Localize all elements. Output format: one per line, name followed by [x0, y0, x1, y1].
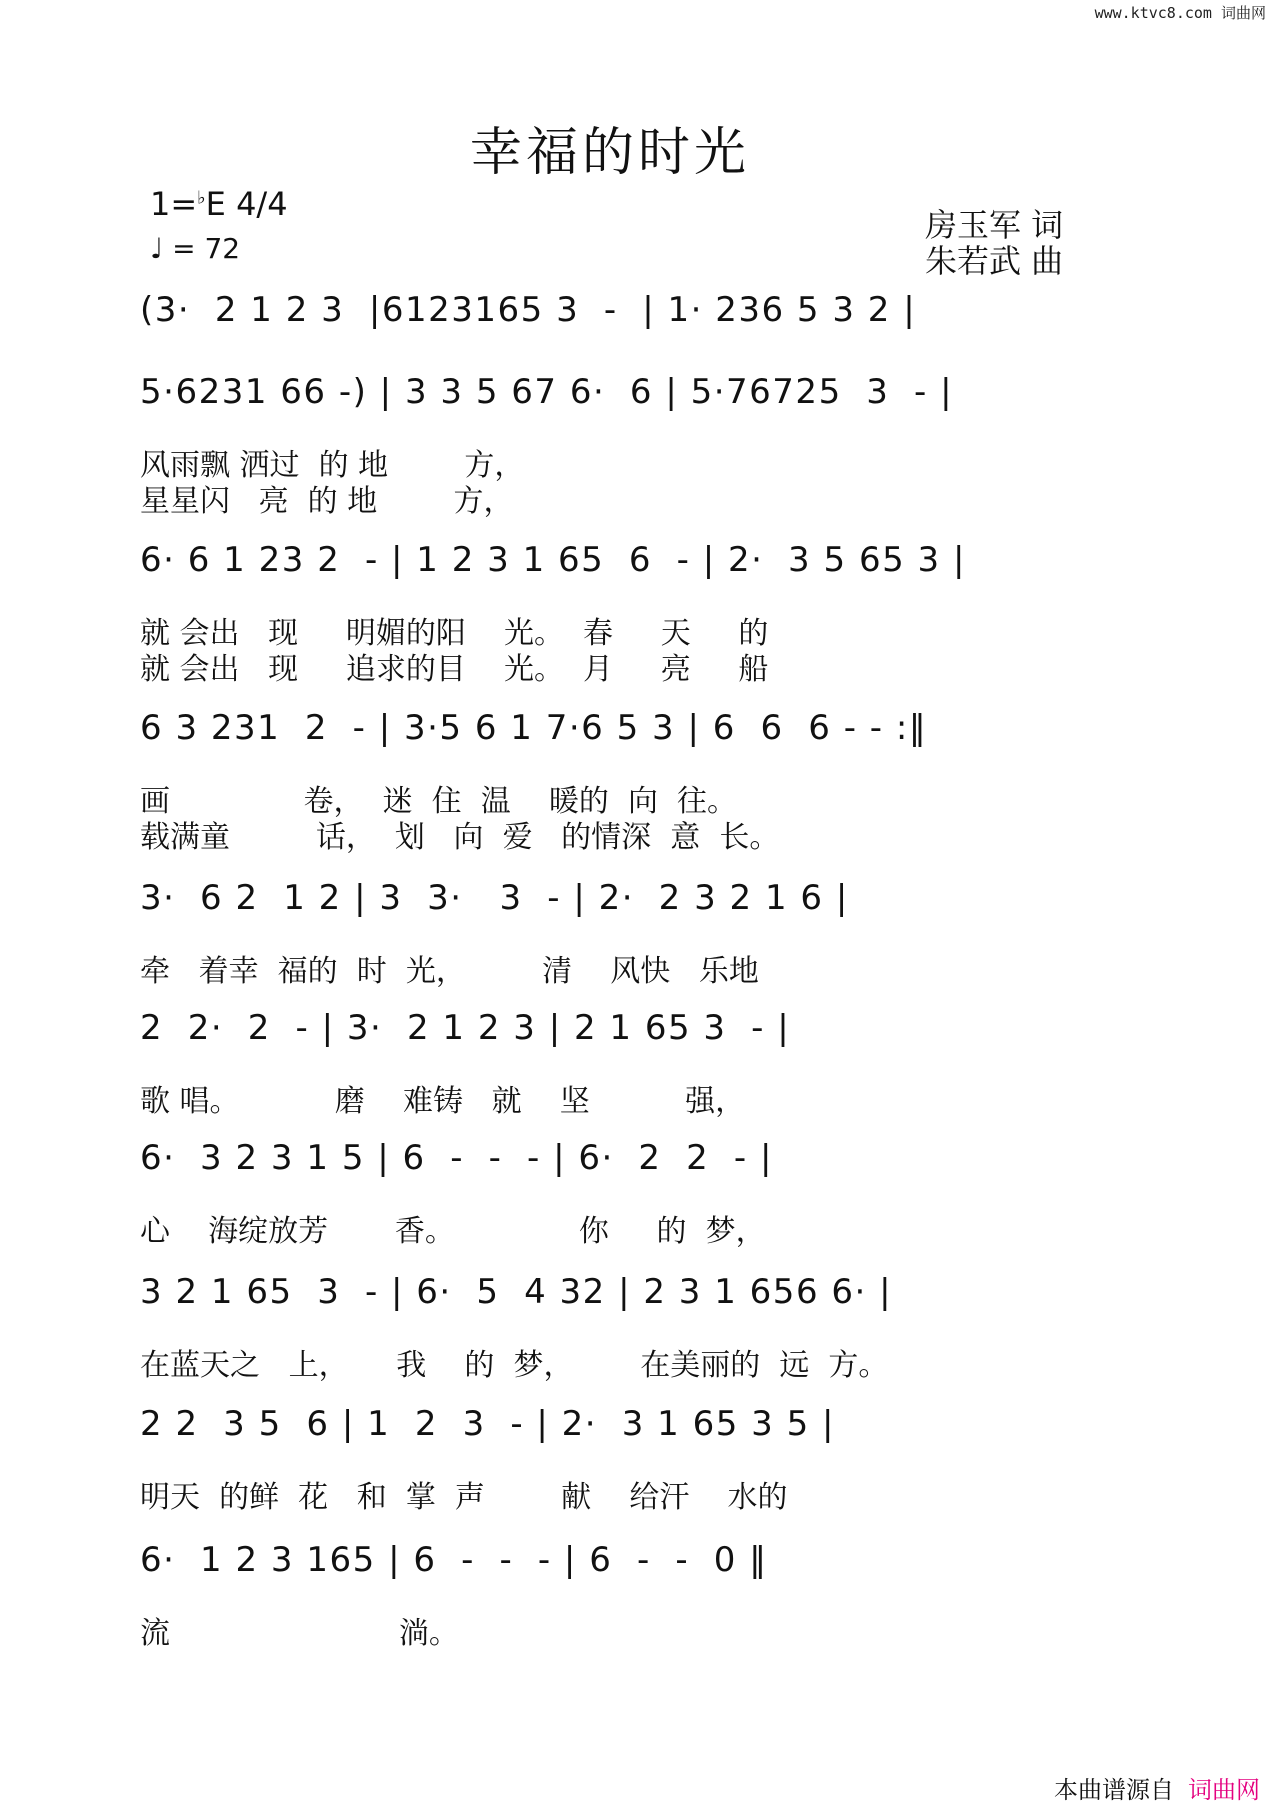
lyricist-credit: 房玉军 词	[925, 206, 1064, 244]
lyric-line: 载满童 话， 划 向 爱 的情深 意 长。	[140, 820, 780, 855]
notation-line: 3· 6 2 1 2 | 3 3· 3 - | 2· 2 3 2 1 6 |	[140, 878, 849, 918]
lyric-line: 歌 唱。 磨 难铸 就 坚 强，	[140, 1084, 746, 1119]
time-signature: 4/4	[236, 185, 288, 223]
lyric-line: 流 淌。	[140, 1616, 459, 1651]
flat-sign: ♭	[197, 187, 206, 209]
lyric-line: 在蓝天之 上， 我 的 梦， 在美丽的 远 方。	[140, 1348, 889, 1383]
song-title: 幸福的时光	[469, 123, 750, 183]
notation-line: 6· 6 1 23 2 - | 1 2 3 1 65 6 - | 2· 3 5 65 3 |	[140, 540, 966, 580]
footer-text: 本曲谱源自	[1054, 1776, 1174, 1804]
notation-line: 5·6231 66 -) | 3 3 5 67 6· 6 | 5·76725 3 - |	[140, 372, 954, 412]
notation-line: 6· 3 2 3 1 5 | 6 - - - | 6· 2 2 - |	[140, 1138, 773, 1178]
watermark: www.ktvc8.com 词曲网	[1094, 4, 1266, 22]
lyric-line: 画 卷， 迷 住 温 暖的 向 往。	[140, 784, 738, 819]
notation-line: (3· 2 1 2 3 |6123165 3 - | 1· 236 5 3 2 |	[140, 290, 917, 330]
lyric-line: 星星闪 亮 的 地 方，	[140, 484, 514, 519]
notation-line: 3 2 1 65 3 - | 6· 5 4 32 | 2 3 1 656 6· |	[140, 1272, 893, 1312]
key-note: E	[205, 185, 226, 223]
notation-line: 6 3 231 2 - | 3·5 6 1 7·6 5 3 | 6 6 6 - - :‖	[140, 708, 928, 748]
lyric-line: 牵 着幸 福的 时 光， 清 风快 乐地	[140, 954, 759, 989]
notation-line: 2 2 3 5 6 | 1 2 3 - | 2· 3 1 65 3 5 |	[140, 1404, 835, 1444]
notation-line: 6· 1 2 3 165 | 6 - - - | 6 - - 0 ‖	[140, 1540, 768, 1580]
footer	[1054, 1770, 1260, 1805]
composer-credit: 朱若武 曲	[925, 242, 1064, 280]
lyric-line: 就 会出 现 明媚的阳 光。 春 天 的	[140, 616, 769, 651]
lyric-line: 心 海绽放芳 香。 你 的 梦，	[140, 1214, 766, 1249]
lyric-line: 明天 的鲜 花 和 掌 声 献 给汗 水的	[140, 1480, 788, 1515]
lyric-line: 风雨飘 洒过 的 地 方，	[140, 448, 525, 483]
notation-line: 2 2· 2 - | 3· 2 1 2 3 | 2 1 65 3 - |	[140, 1008, 791, 1048]
lyric-line: 就 会出 现 追求的目 光。 月 亮 船	[140, 652, 769, 687]
key-prefix: 1=	[150, 185, 198, 223]
key-signature	[150, 185, 288, 223]
footer-brand: 词曲网	[1188, 1776, 1260, 1804]
tempo-marking: ♩ = 72	[150, 232, 241, 265]
